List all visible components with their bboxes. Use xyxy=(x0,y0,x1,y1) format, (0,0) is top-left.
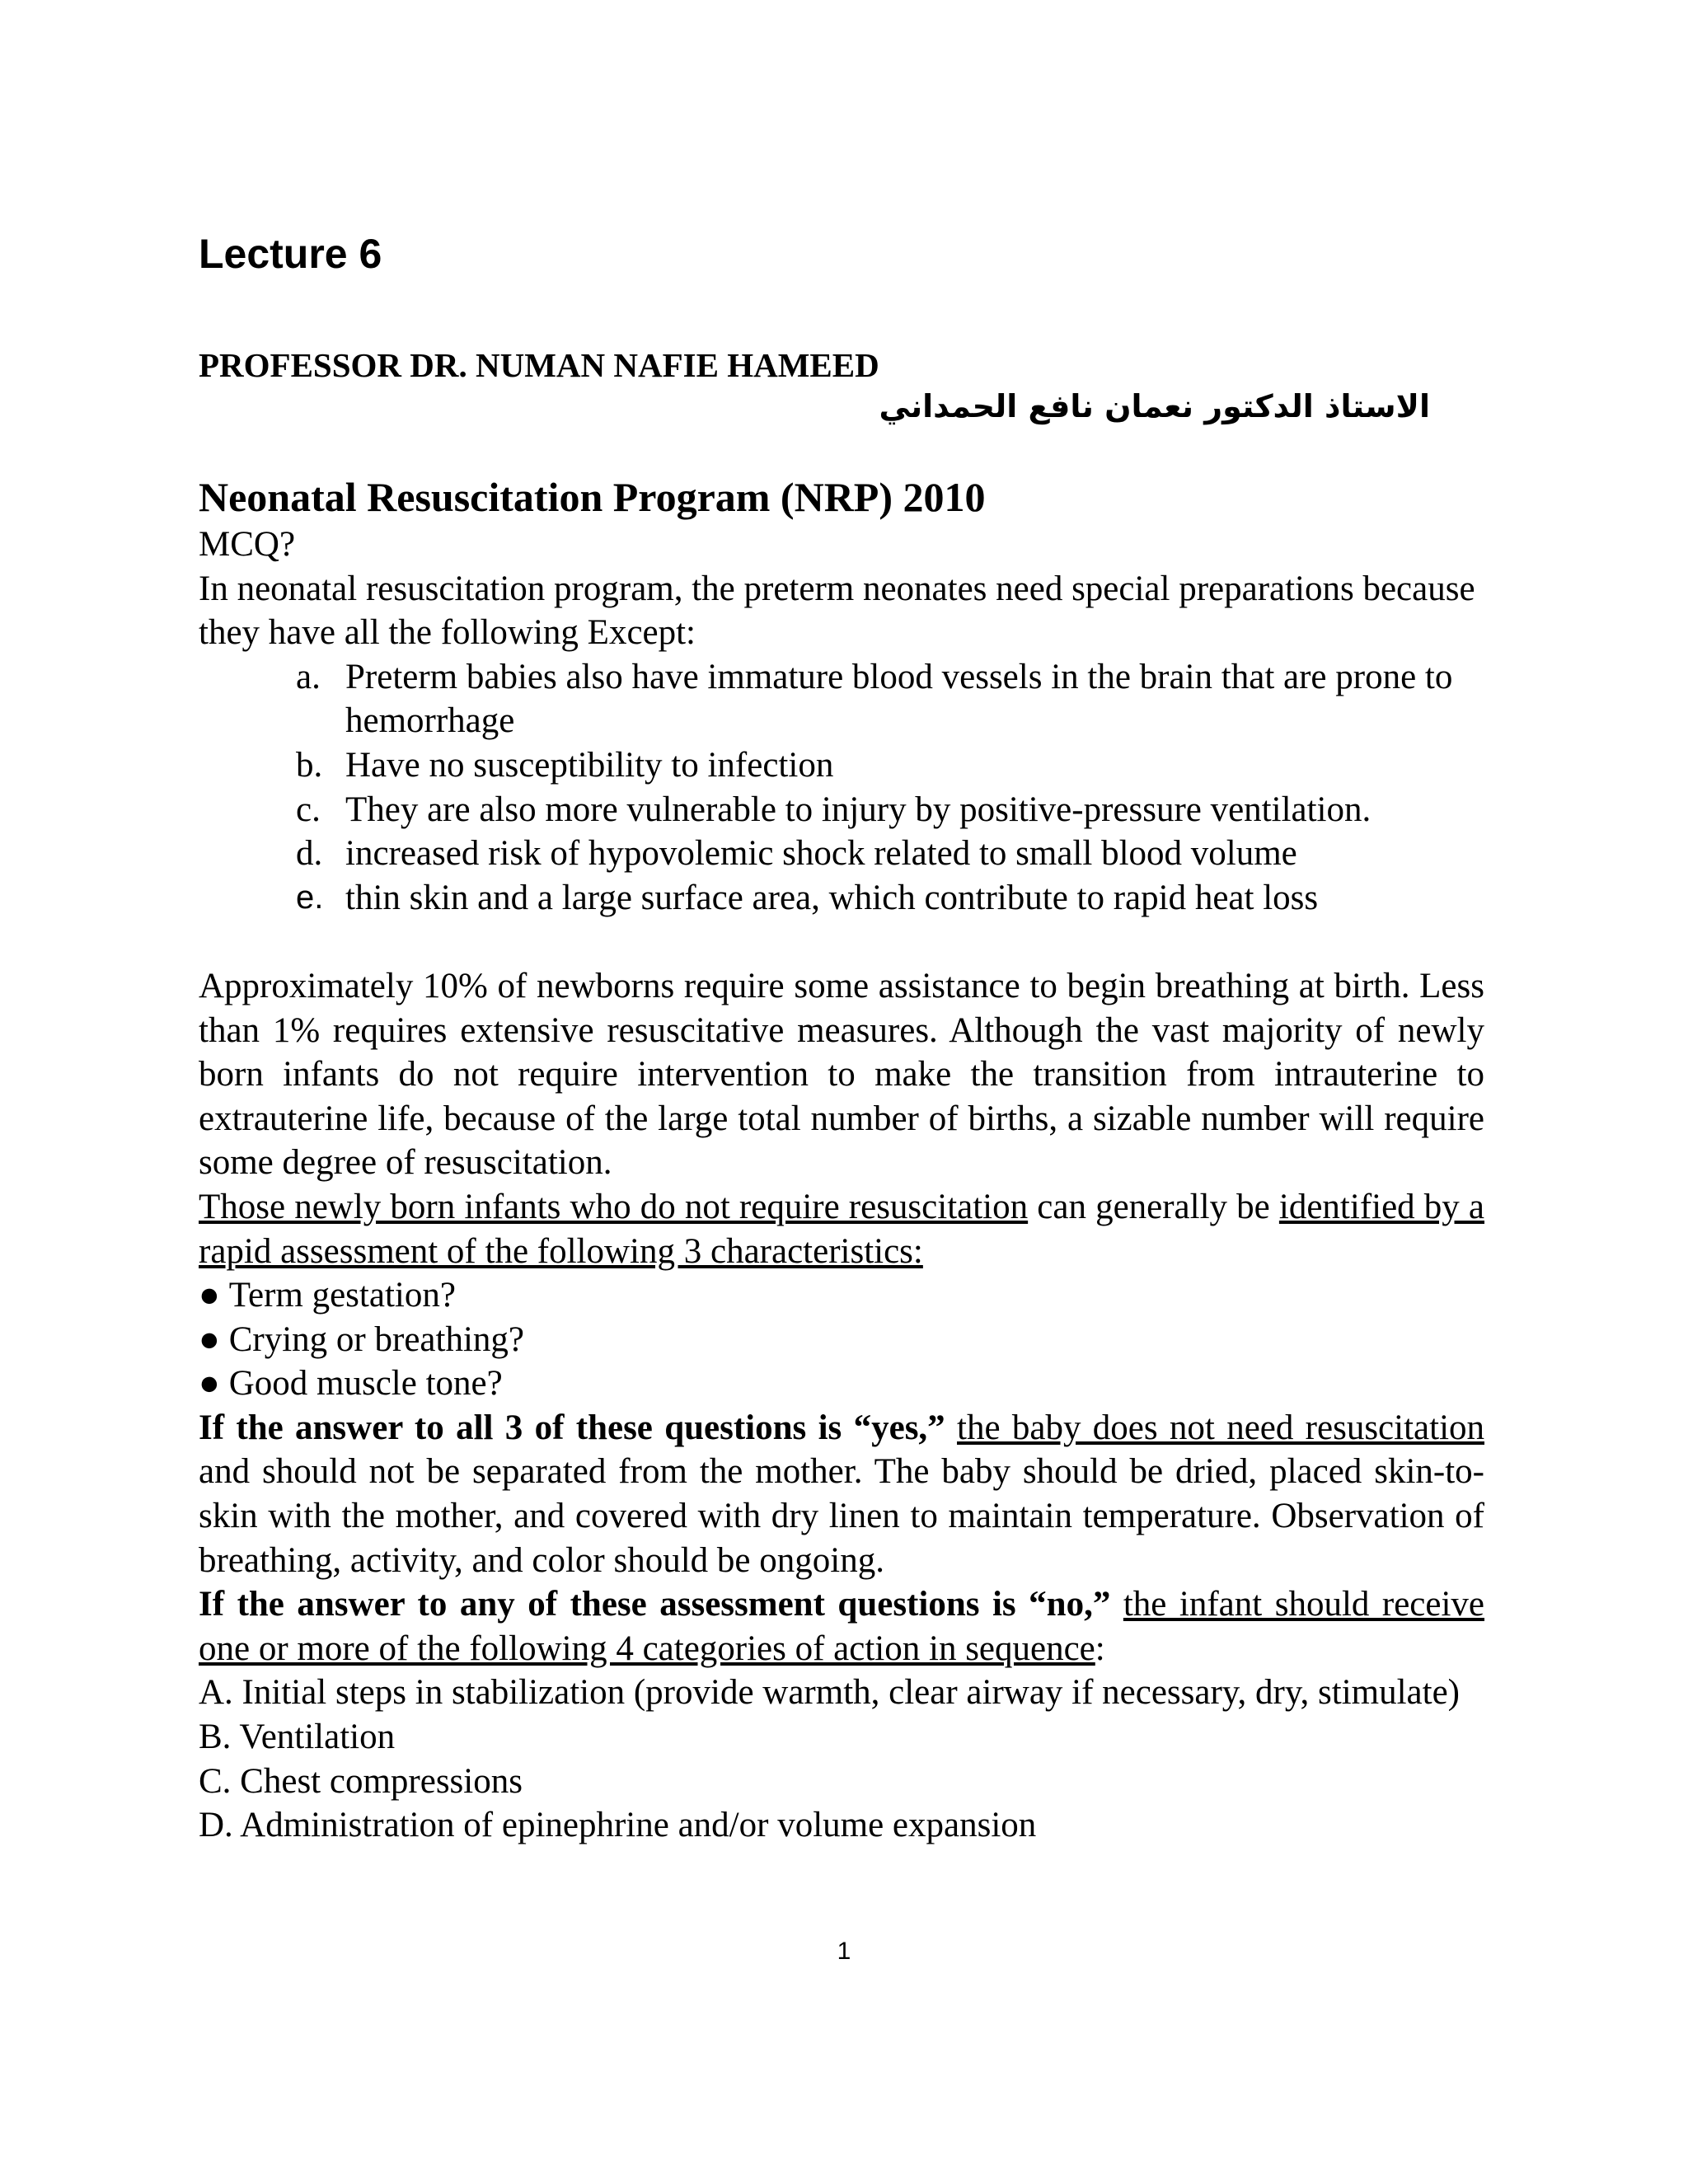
characteristic-item: ● Good muscle tone? xyxy=(199,1361,1484,1406)
intro-paragraph: Approximately 10% of newborns require some assistance to begin breathing at birth. Less than 1% requires extensive resuscitative measures. Although the vast majority of newly born infants do not require intervention to make the transition from intrauterine to extrauterine life, because of the large total number of births, a sizable number will require some degree of resuscitation. xyxy=(199,966,1484,1183)
option-text: thin skin and a large surface area, which contribute to rapid heat loss xyxy=(345,878,1319,917)
assessment-underlined-2: identified by a rapid assessment of the following 3 characteristics: xyxy=(199,1187,1485,1271)
mcq-label: MCQ? xyxy=(199,525,296,564)
characteristic-item: ● Term gestation? xyxy=(199,1273,1484,1318)
no-colon: : xyxy=(1095,1629,1105,1668)
spacer xyxy=(199,920,1484,964)
author-name: PROFESSOR DR. NUMAN NAFIE HAMEED xyxy=(199,346,879,384)
option-letter: b. xyxy=(296,745,323,785)
mcq-option xyxy=(296,743,1484,788)
mcq-option xyxy=(296,832,1484,876)
lecture-title: Lecture 6 xyxy=(199,231,382,277)
yes-bold: If the answer to all 3 of these questions is “yes,” xyxy=(199,1408,945,1447)
option-text: Preterm babies also have immature blood vessels in the brain that are prone to hemorrhage xyxy=(345,657,1453,741)
author-name-arabic: الاستاذ الدكتور نعمان نافع الحمداني xyxy=(879,388,1430,424)
option-letter: d. xyxy=(296,834,323,874)
assessment-paragraph xyxy=(199,1185,1484,1273)
characteristic-item: ● Crying or breathing? xyxy=(199,1318,1484,1362)
main-content xyxy=(199,471,1484,1848)
no-underlined: the infant should receive one or more of the following 4 categories of action in sequence xyxy=(199,1585,1485,1668)
no-bold: If the answer to any of these assessment questions is “no,” xyxy=(199,1585,1111,1624)
mcq-question: In neonatal resuscitation program, the preterm neonates need special preparations because they have all the following Except: xyxy=(199,569,1475,653)
option-text: They are also more vulnerable to injury by positive-pressure ventilation. xyxy=(345,790,1372,829)
option-letter: e. xyxy=(296,879,324,916)
mcq-option xyxy=(296,876,1484,921)
yes-rest: and should not be separated from the mother. The baby should be dried, placed skin-to-skin with the mother, and covered with dry linen to maintain temperature. Observation of breathing, activity, and color should be ongoing. xyxy=(199,1452,1484,1580)
yes-paragraph xyxy=(199,1406,1484,1582)
action-item: C. Chest compressions xyxy=(199,1761,523,1801)
characteristics-list xyxy=(199,1273,1484,1406)
action-item: A. Initial steps in stabilization (provide warmth, clear airway if necessary, dry, stimulate) xyxy=(199,1673,1460,1713)
mcq-options xyxy=(199,655,1484,921)
action-item: B. Ventilation xyxy=(199,1718,396,1757)
page-number: 1 xyxy=(837,1938,851,1965)
mcq-option xyxy=(296,788,1484,832)
assessment-plain: can generally be xyxy=(1028,1187,1279,1226)
mcq-option xyxy=(296,655,1484,743)
option-letter: a. xyxy=(296,657,321,696)
assessment-underlined-1: Those newly born infants who do not require resuscitation xyxy=(199,1187,1029,1226)
action-item: D. Administration of epinephrine and/or volume expansion xyxy=(199,1806,1037,1845)
no-paragraph xyxy=(199,1582,1484,1671)
section-title: Neonatal Resuscitation Program (NRP) 2010 xyxy=(199,474,986,520)
yes-underlined: the baby does not need resuscitation xyxy=(957,1408,1485,1447)
actions-list xyxy=(199,1671,1484,1847)
option-text: Have no susceptibility to infection xyxy=(345,745,834,785)
option-letter: c. xyxy=(296,790,321,829)
option-text: increased risk of hypovolemic shock related to small blood volume xyxy=(345,834,1297,874)
